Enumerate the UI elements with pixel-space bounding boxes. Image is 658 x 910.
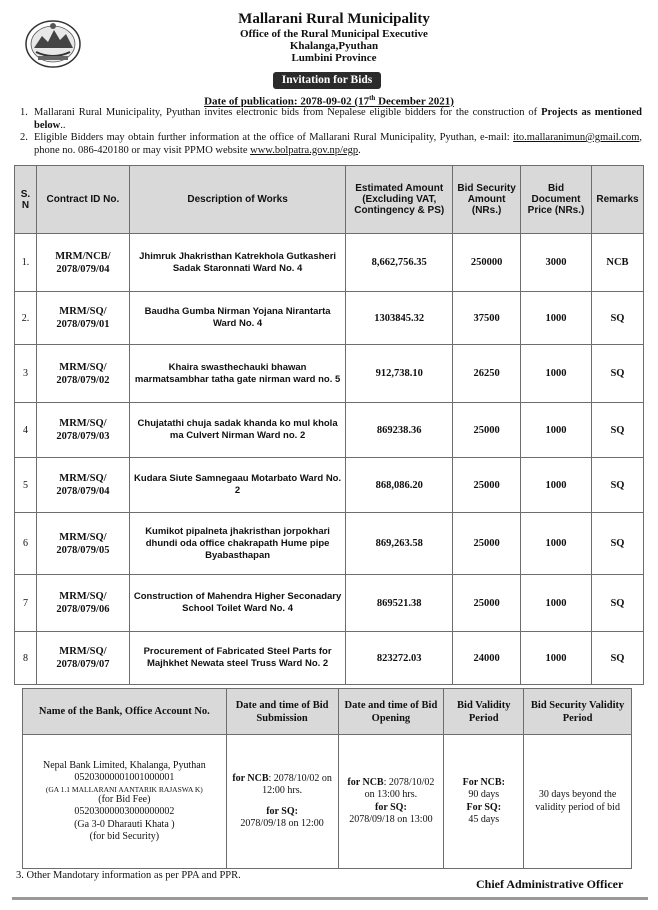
doc-price-cell: 1000: [521, 513, 592, 575]
email-link[interactable]: ito.mallaranimun@gmail.com: [513, 132, 640, 143]
bank-header-row: [23, 689, 632, 735]
remarks-cell: SQ: [591, 458, 643, 513]
amount-cell: 1303845.32: [346, 292, 453, 345]
header-estimated-amount: Estimated Amount (Excluding VAT, Contingency & PS): [346, 166, 453, 234]
contract-id-cell: MRM/SQ/ 2078/079/06: [36, 575, 129, 632]
office-name: Office of the Rural Municipal Executive: [240, 28, 428, 40]
security-cell: 25000: [453, 403, 521, 458]
description-cell: Khaira swasthechauki bhawan marmatsambhar tatha gate nirman ward no. 5: [129, 345, 345, 403]
remarks-cell: SQ: [591, 345, 643, 403]
amount-cell: 869238.36: [346, 403, 453, 458]
description-cell: Chujatathi chuja sadak khanda ko mul khola ma Culvert Nirman Ward no. 2: [129, 403, 345, 458]
doc-price-cell: 1000: [521, 292, 592, 345]
header-bank-account: Name of the Bank, Office Account No.: [23, 689, 227, 735]
table-row: [15, 234, 644, 292]
remarks-cell: SQ: [591, 632, 643, 685]
header-doc-price: Bid Document Price (NRs.): [521, 166, 592, 234]
province-name: Lumbini Province: [291, 52, 377, 64]
header-description: Description of Works: [129, 166, 345, 234]
description-cell: Kumikot pipalneta jhakristhan jorpokhari dhundi oda office chakrapath Hume pipe Byabasthapan: [129, 513, 345, 575]
table-row: [15, 345, 644, 403]
bank-row: [23, 735, 632, 869]
contract-id-cell: MRM/SQ/ 2078/079/01: [36, 292, 129, 345]
description-cell: Procurement of Fabricated Steel Parts for Majhkhet Newata steel Truss Ward No. 2: [129, 632, 345, 685]
doc-price-cell: 1000: [521, 575, 592, 632]
contract-id-cell: MRM/SQ/ 2078/079/05: [36, 513, 129, 575]
remarks-cell: SQ: [591, 292, 643, 345]
table-row: [15, 513, 644, 575]
sn-cell: 2.: [15, 292, 37, 345]
doc-price-cell: 1000: [521, 632, 592, 685]
sn-cell: 1.: [15, 234, 37, 292]
table-row: [15, 403, 644, 458]
header-sn: S. N: [15, 166, 37, 234]
description-cell: Jhimruk Jhakristhan Katrekhola Gutkasheri Sadak Staronnati Ward No. 4: [129, 234, 345, 292]
description-cell: Construction of Mahendra Higher Seconadary School Toilet Ward No. 4: [129, 575, 345, 632]
description-cell: Baudha Gumba Nirman Yojana Nirantarta Ward No. 4: [129, 292, 345, 345]
security-cell: 24000: [453, 632, 521, 685]
contract-id-cell: MRM/SQ/ 2078/079/02: [36, 345, 129, 403]
note-2: 2. Eligible Bidders may obtain further information at the office of Mallarani Rural Municipality, Pyuthan, e-mail: ito.mallaranimun@gmail.com, phone no. 086-420180 or may visit PPMO website www.bolpatra.gov.np/egp.: [20, 132, 642, 156]
contract-id-cell: MRM/SQ/ 2078/079/04: [36, 458, 129, 513]
works-table: [14, 165, 644, 685]
bank-details: Nepal Bank Limited, Khalanga, Pyuthan 05203000001001000001 (GA 1.1 MALLARANI AANTARIK RAJASWA K) (for Bid Fee) 05203000003000000002 (Ga 3-0 Dharauti Khata ) (for bid Security): [23, 735, 227, 869]
header-bid-validity: Bid Validity Period: [444, 689, 524, 735]
publication-date: Date of publication: 2078-09-02 (17th December 2021): [204, 94, 454, 108]
validity-details: For NCB: 90 days For SQ: 45 days: [444, 735, 524, 869]
opening-details: for NCB: 2078/10/02 on 13:00 hrs. for SQ: 2078/09/18 on 13:00: [338, 735, 444, 869]
remarks-cell: SQ: [591, 403, 643, 458]
security-cell: 25000: [453, 513, 521, 575]
amount-cell: 868,086.20: [346, 458, 453, 513]
doc-price-cell: 1000: [521, 403, 592, 458]
amount-cell: 869521.38: [346, 575, 453, 632]
security-cell: 25000: [453, 458, 521, 513]
amount-cell: 823272.03: [346, 632, 453, 685]
sn-cell: 3: [15, 345, 37, 403]
amount-cell: 912,738.10: [346, 345, 453, 403]
notice-header: [0, 10, 658, 64]
org-name: Mallarani Rural Municipality: [238, 11, 430, 27]
bank-table: [22, 688, 632, 869]
security-cell: 250000: [453, 234, 521, 292]
notice-points: [20, 107, 642, 157]
amount-cell: 869,263.58: [346, 513, 453, 575]
sn-cell: 5: [15, 458, 37, 513]
doc-price-cell: 1000: [521, 458, 592, 513]
remarks-cell: SQ: [591, 575, 643, 632]
security-cell: 37500: [453, 292, 521, 345]
note-1: 1. Mallarani Rural Municipality, Pyuthan invites electronic bids from Nepalese eligible bidders for the construction of Projects as mentioned below..: [20, 107, 642, 131]
contract-id-cell: MRM/SQ/ 2078/079/07: [36, 632, 129, 685]
header-opening: Date and time of Bid Opening: [338, 689, 444, 735]
doc-price-cell: 1000: [521, 345, 592, 403]
sn-cell: 6: [15, 513, 37, 575]
nepal-emblem-logo-icon: [24, 18, 82, 68]
signoff: Chief Administrative Officer: [476, 877, 624, 891]
invitation-banner: Invitation for Bids: [273, 72, 381, 89]
table-row: [15, 575, 644, 632]
security-cell: 25000: [453, 575, 521, 632]
contract-id-cell: MRM/SQ/ 2078/079/03: [36, 403, 129, 458]
security-validity-details: 30 days beyond the validity period of bid: [524, 735, 632, 869]
website-link[interactable]: www.bolpatra.gov.np/egp: [250, 144, 359, 156]
security-cell: 26250: [453, 345, 521, 403]
description-cell: Kudara Siute Samnegaau Motarbato Ward No. 2: [129, 458, 345, 513]
header-submission: Date and time of Bid Submission: [226, 689, 338, 735]
header-bid-security: Bid Security Amount (NRs.): [453, 166, 521, 234]
submission-details: for NCB: 2078/10/02 on 12:00 hrs. for SQ: 2078/09/18 on 12:00: [226, 735, 338, 869]
sn-cell: 7: [15, 575, 37, 632]
table-row: [15, 632, 644, 685]
footnote: 3. Other Mandotary information as per PPA and PPR.: [16, 870, 241, 881]
office-location: Khalanga,Pyuthan: [289, 40, 379, 52]
sn-cell: 4: [15, 403, 37, 458]
table-row: [15, 292, 644, 345]
remarks-cell: SQ: [591, 513, 643, 575]
contract-id-cell: MRM/NCB/ 2078/079/04: [36, 234, 129, 292]
doc-price-cell: 3000: [521, 234, 592, 292]
remarks-cell: NCB: [591, 234, 643, 292]
works-header-row: [15, 166, 644, 234]
table-row: [15, 458, 644, 513]
header-contract-id: Contract ID No.: [36, 166, 129, 234]
header-remarks: Remarks: [591, 166, 643, 234]
header-security-validity: Bid Security Validity Period: [524, 689, 632, 735]
bottom-divider: [12, 897, 648, 900]
sn-cell: 8: [15, 632, 37, 685]
amount-cell: 8,662,756.35: [346, 234, 453, 292]
